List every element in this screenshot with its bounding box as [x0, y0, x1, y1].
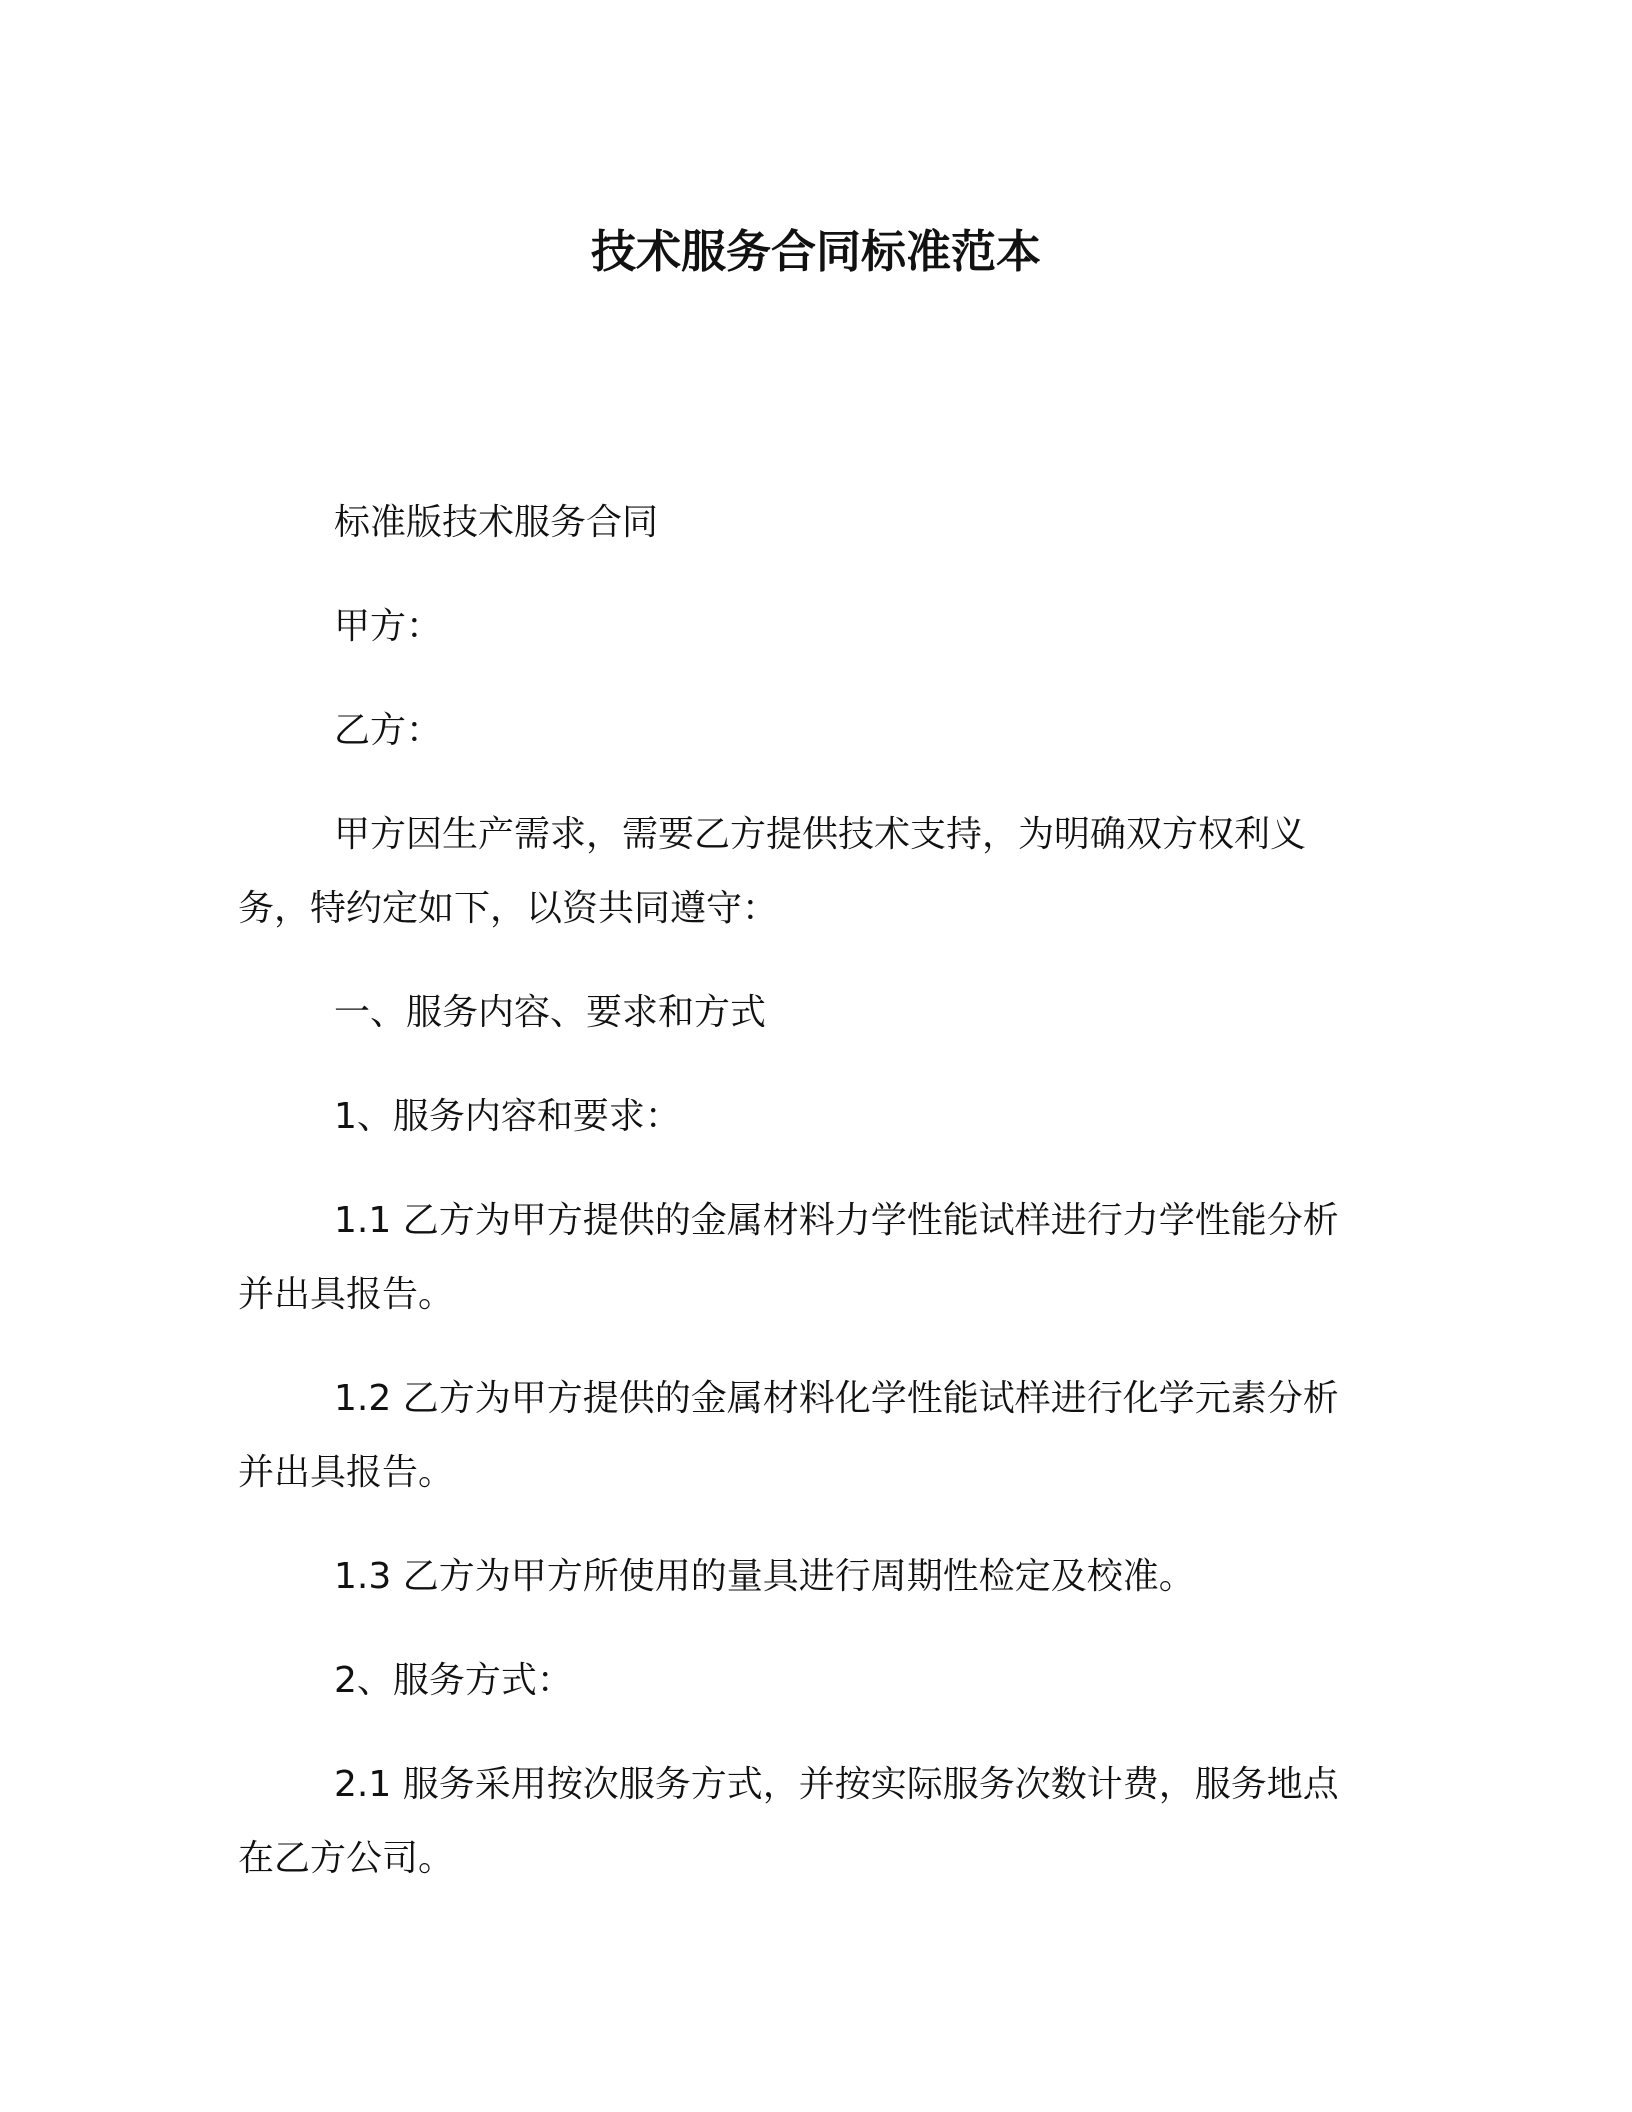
clause-2-1: 2.1 服务采用按次服务方式，并按实际服务次数计费，服务地点在乙方公司。	[238, 1764, 1339, 1879]
paragraph-party-b: 乙方：	[334, 710, 443, 751]
document-title: 技术服务合同标准范本	[590, 225, 1041, 278]
document-body	[238, 486, 1364, 1926]
subsection-heading-method: 2、服务方式：	[334, 1660, 573, 1701]
subsection-heading-content: 1、服务内容和要求：	[334, 1096, 681, 1137]
paragraph-preamble: 甲方因生产需求，需要乙方提供技术支持，为明确双方权利义务，特约定如下，以资共同遵守：	[238, 814, 1307, 929]
section-heading-service: 一、服务内容、要求和方式	[334, 992, 767, 1033]
paragraph-contract-name: 标准版技术服务合同	[334, 502, 659, 543]
clause-1-1: 1.1 乙方为甲方提供的金属材料力学性能试样进行力学性能分析并出具报告。	[238, 1200, 1339, 1315]
clause-1-2: 1.2 乙方为甲方提供的金属材料化学性能试样进行化学元素分析并出具报告。	[238, 1378, 1339, 1493]
clause-1-3: 1.3 乙方为甲方所使用的量具进行周期性检定及校准。	[334, 1556, 1195, 1597]
paragraph-party-a: 甲方：	[334, 606, 443, 647]
